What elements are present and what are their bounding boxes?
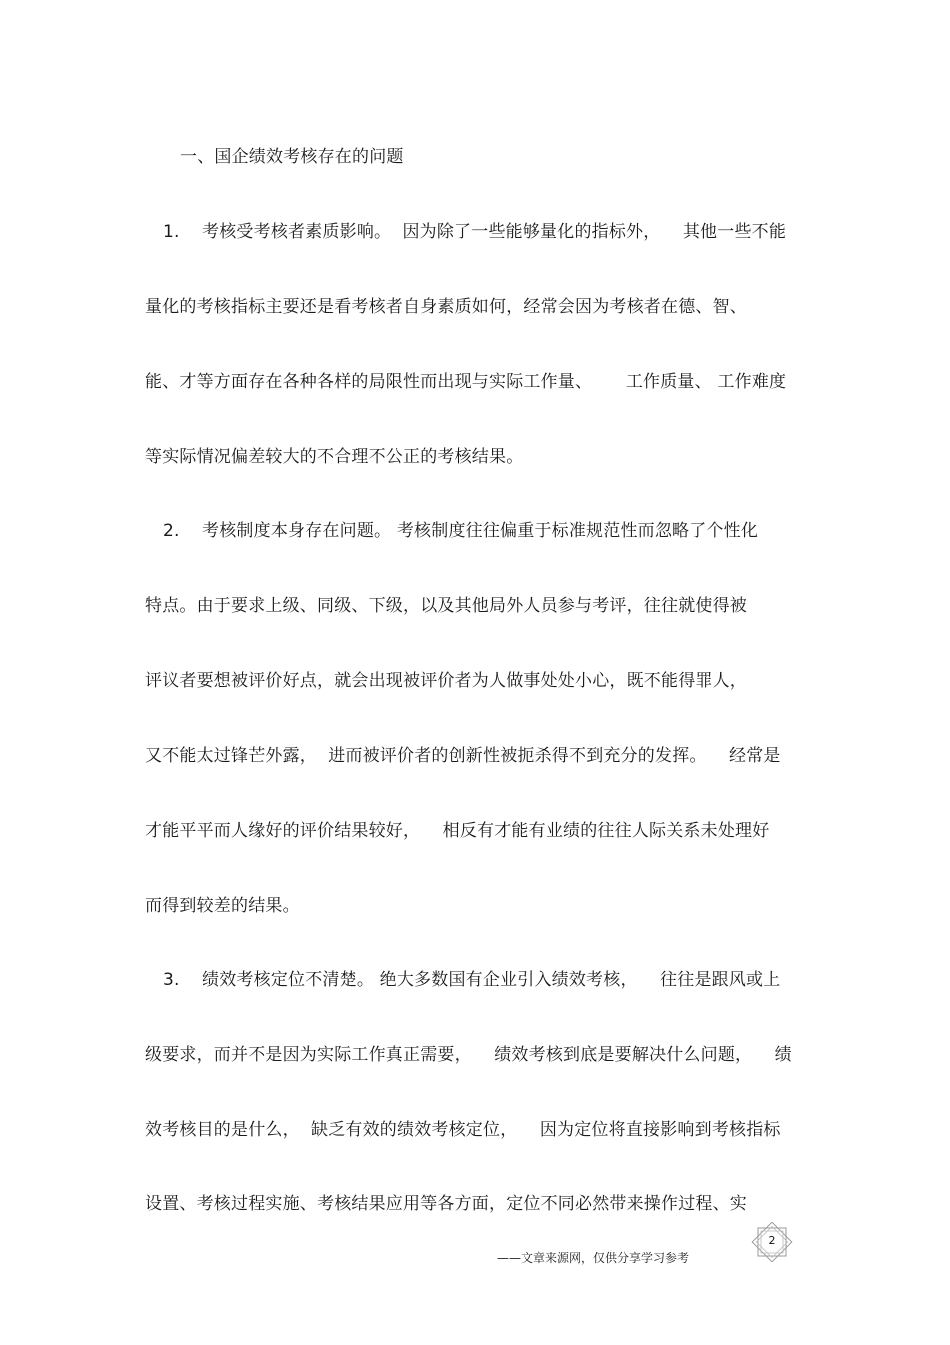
paragraph-line: 设置、考核过程实施、考核结果应用等各方面，定位不同必然带来操作过程、实 xyxy=(145,1194,747,1214)
paragraph-line: 量化的考核指标主要还是看考核者自身素质如何，经常会因为考核者在德、智、 xyxy=(145,297,747,317)
paragraph-line: 特点。由于要求上级、同级、下级，以及其他局外人员参与考评，往往就使得被 xyxy=(145,596,747,616)
paragraph-line: 能、才等方面存在各种各样的局限性而出现与实际工作量、 工作质量、 工作难度 xyxy=(145,372,787,392)
paragraph-line: 级要求，而并不是因为实际工作真正需要， 绩效考核到底是要解决什么问题， 绩 xyxy=(145,1045,792,1065)
footer-note: ——文章来源网，仅供分享学习参考 xyxy=(497,1251,690,1265)
paragraph-line: 2. 考核制度本身存在问题。 考核制度往往偏重于标准规范性而忽略了个性化 xyxy=(163,521,759,541)
paragraph-line: 3. 绩效考核定位不清楚。 绝大多数国有企业引入绩效考核， 往往是跟风或上 xyxy=(163,970,781,990)
paragraph-line: 又不能太过锋芒外露， 进而被评价者的创新性被扼杀得不到充分的发挥。 经常是 xyxy=(145,746,781,766)
paragraph-line: 评议者要想被评价好点，就会出现被评价者为人做事处处小心，既不能得罪人， xyxy=(145,671,747,691)
paragraph-line: 才能平平而人缘好的评价结果较好， 相反有才能有业绩的往往人际关系未处理好 xyxy=(145,821,770,841)
paragraph-line: 而得到较差的结果。 xyxy=(145,896,300,916)
page-number-badge xyxy=(748,1222,796,1262)
page-number: 2 xyxy=(768,1234,776,1247)
paragraph-line: 1. 考核受考核者素质影响。 因为除了一些能够量化的指标外， 其他一些不能 xyxy=(163,222,787,242)
paragraph-line: 等实际情况偏差较大的不合理不公正的考核结果。 xyxy=(145,447,524,467)
section-heading: 一、国企绩效考核存在的问题 xyxy=(180,147,404,167)
paragraph-line: 效考核目的是什么， 缺乏有效的绩效考核定位， 因为定位将直接影响到考核指标 xyxy=(145,1120,781,1140)
